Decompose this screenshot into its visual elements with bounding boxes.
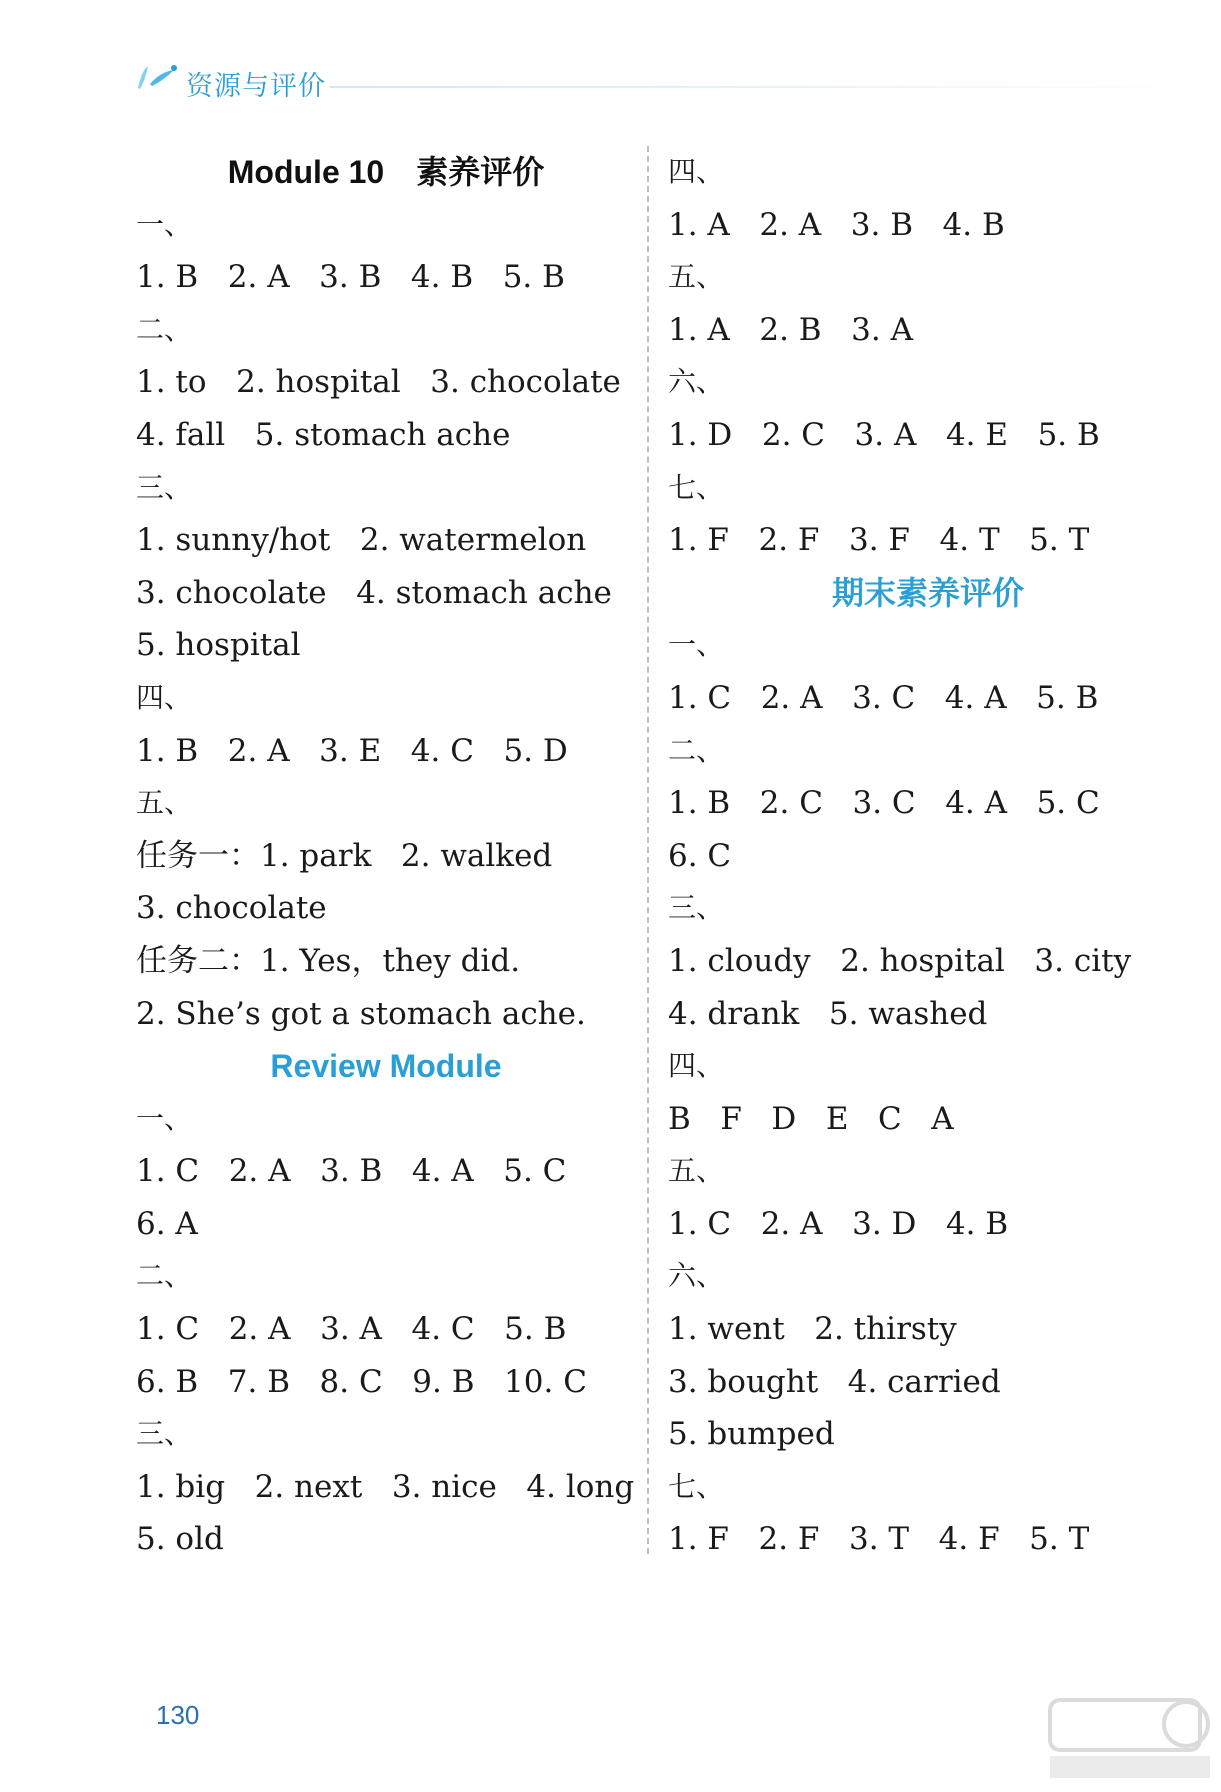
left-answer-line: 2. She’s got a stomach ache.	[136, 995, 586, 1032]
column-divider	[647, 146, 649, 1554]
left-section-numeral: 二、	[136, 1259, 193, 1293]
left-answer-line: 1. B 2. A 3. E 4. C 5. D	[136, 732, 568, 769]
leaf-logo-icon	[134, 62, 180, 92]
left-answer-line: 1. to 2. hospital 3. chocolate	[136, 364, 621, 401]
right-answer-line: 1. C 2. A 3. C 4. A 5. B	[668, 679, 1099, 716]
page-number: 130	[156, 1700, 200, 1730]
left-answer-line: 6. B 7. B 8. C 9. B 10. C	[136, 1363, 587, 1400]
right-answer-line: 1. A 2. B 3. A	[668, 311, 913, 348]
right-section-numeral: 七、	[668, 1469, 725, 1503]
right-answer-line: 1. cloudy 2. hospital 3. city	[668, 942, 1132, 979]
right-section-numeral: 六、	[668, 1259, 725, 1293]
left-answer-line: 5. old	[136, 1521, 224, 1558]
right-answer-line: 1. F 2. F 3. T 4. F 5. T	[668, 1521, 1090, 1558]
right-answer-line: B F D E C A	[668, 1100, 954, 1137]
left-section-numeral: 一、	[136, 207, 193, 241]
right-section-numeral: 四、	[668, 1049, 725, 1083]
right-answer-line: 1. A 2. A 3. B 4. B	[668, 206, 1005, 243]
header-rule	[330, 86, 1190, 88]
left-answer-line: 1. B 2. A 3. B 4. B 5. B	[136, 259, 565, 296]
left-answer-line: 3. chocolate 4. stomach ache	[136, 574, 612, 611]
right-answer-line: 1. D 2. C 3. A 4. E 5. B	[668, 416, 1100, 453]
answer-column-left	[136, 146, 636, 1566]
left-section-title: Module 10 素养评价	[227, 154, 545, 190]
left-answer-line: 1. big 2. next 3. nice 4. long	[136, 1468, 635, 1505]
right-answer-line: 1. C 2. A 3. D 4. B	[668, 1205, 1009, 1242]
left-answer-line: 1. sunny/hot 2. watermelon	[136, 522, 587, 559]
left-answer-line: 5. hospital	[136, 627, 301, 664]
left-section-numeral: 四、	[136, 680, 193, 714]
right-section-title: 期末素养评价	[831, 574, 1024, 611]
left-answer-line: 1. C 2. A 3. A 4. C 5. B	[136, 1311, 567, 1348]
left-section-numeral: 一、	[136, 1101, 193, 1135]
left-answer-line: 4. fall 5. stomach ache	[136, 416, 511, 453]
left-section-numeral: 三、	[136, 1417, 193, 1451]
right-section-numeral: 四、	[668, 155, 725, 188]
book-series-title: 资源与评价	[186, 71, 326, 102]
right-section-numeral: 六、	[668, 365, 725, 399]
page-header	[0, 0, 1221, 110]
left-answer-line: 6. A	[136, 1205, 198, 1242]
left-section-numeral: 二、	[136, 312, 193, 346]
right-section-numeral: 三、	[668, 891, 725, 925]
right-answer-line: 1. F 2. F 3. F 4. T 5. T	[668, 522, 1090, 559]
right-section-numeral: 五、	[668, 1154, 725, 1188]
right-answer-line: 1. B 2. C 3. C 4. A 5. C	[668, 785, 1100, 822]
left-section-title: Review Module	[270, 1048, 502, 1085]
right-section-numeral: 一、	[668, 628, 725, 662]
left-section-numeral: 三、	[136, 470, 193, 504]
left-answer-line: 任务一：1. park 2. walked	[136, 837, 553, 874]
right-answer-line: 4. drank 5. washed	[668, 995, 988, 1032]
answer-column-right	[668, 146, 1188, 1566]
right-answer-line: 3. bought 4. carried	[668, 1363, 1001, 1400]
left-answer-line: 3. chocolate	[136, 890, 327, 927]
watermark-logo-icon	[1046, 1694, 1216, 1784]
left-answer-line: 1. C 2. A 3. B 4. A 5. C	[136, 1153, 567, 1190]
right-section-numeral: 二、	[668, 733, 725, 767]
right-section-numeral: 七、	[668, 470, 725, 504]
right-answer-line: 6. C	[668, 837, 732, 874]
right-answer-line: 5. bumped	[668, 1416, 835, 1453]
left-section-numeral: 五、	[136, 786, 193, 820]
right-section-numeral: 五、	[668, 260, 725, 294]
left-answer-line: 任务二：1. Yes，they did.	[136, 942, 521, 979]
right-answer-line: 1. went 2. thirsty	[668, 1311, 957, 1348]
